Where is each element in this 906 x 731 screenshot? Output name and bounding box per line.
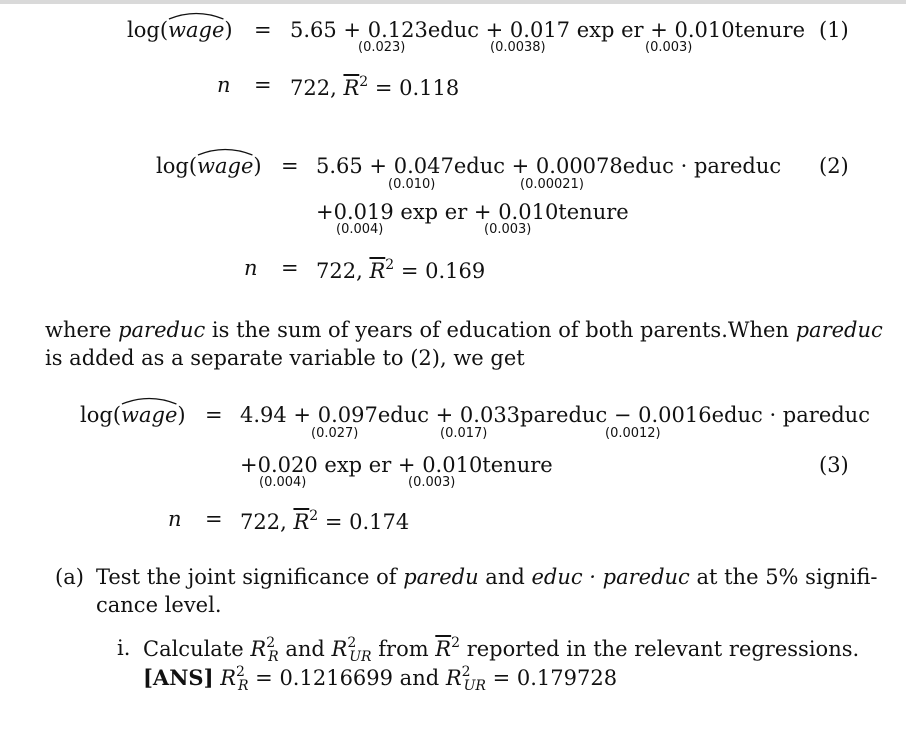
eq2-wage-hat [197,156,253,177]
eq2-se-inter: (0.00021) [520,177,584,192]
answer-r-restricted: R [220,666,237,690]
question-a-text3: at the 5% signifi- [689,565,878,589]
answer-value-2: = 0.179728 [485,666,618,690]
eq2-n-value: 722, [316,259,363,283]
question-i-r2-sub: UR [349,649,372,665]
eq1-r-symbol: $\overline{R}$ [343,76,360,100]
answer-r-unrestricted: R [445,666,462,690]
question-i-text2: and [278,637,332,661]
eq2-se-tenure: (0.003) [484,222,532,237]
eq3-n-value: 722, [240,510,287,534]
eq3-number: (3) [819,453,849,477]
eq2-equals: = [281,154,299,178]
eq2-number: (2) [819,154,849,178]
question-a-line1 [96,563,877,591]
eq1-se-educ: (0.023) [358,40,406,55]
question-i-r3-sup: 2 [451,635,461,651]
eq1-se-tenure: (0.003) [645,40,693,55]
eq1-n-equals: = [254,73,272,97]
eq2-r-symbol: $\overline{R}$ [369,259,386,283]
eq3-se-exper: (0.004) [259,475,307,490]
eq1-log: log [127,18,160,42]
wide-hat-icon [168,10,224,20]
eq3-equals: = [205,403,223,427]
paragraph-var-pareduc: pareduc [118,318,206,342]
question-i-line1 [143,634,859,667]
eq1-rhs: 5.65 + 0.123educ + 0.017 exp er + 0.010tenure [290,18,806,42]
question-a-label: (a) [55,565,84,589]
question-i-text3: from [371,637,436,661]
eq2-r-value: = 0.169 [400,259,486,283]
eq2-se-educ: (0.010) [388,177,436,192]
paragraph-var-pareduc-2: pareduc [795,318,883,342]
question-a-var-interaction: educ · pareduc [531,565,690,589]
eq3-n-label: n [168,507,182,531]
eq1-wage-hat [168,20,224,41]
answer-r1-sub: R [237,678,249,694]
eq1-r-sup: 2 [359,74,369,90]
eq1-wage: wage [168,18,225,42]
eq1-n-rsq [290,75,459,99]
question-i-r-unrestricted: R [331,637,348,661]
eq1-number: (1) [819,18,849,42]
eq3-lhs: log( wage) [80,405,186,426]
eq3-wage: wage [121,403,178,427]
eq3-se-pareduc: (0.017) [440,426,488,441]
answer-r1-sup: 2 [236,664,245,680]
question-a-text1: Test the joint significance of [96,565,404,589]
eq3-n-equals: = [205,507,223,531]
eq3-line2: +0.020 exp er + 0.010tenure [240,453,553,477]
eq1-se-exper: (0.0038) [490,40,546,55]
eq3-r-value: = 0.174 [324,510,410,534]
eq3-se-educ: (0.027) [311,426,359,441]
answer-r2-sub: UR [463,678,486,694]
question-i-r1-sub: R [268,649,279,665]
eq1-n-value: 722, [290,76,337,100]
answer-label: [ANS] [143,665,214,690]
eq2-n-label: n [244,256,258,280]
answer-value-1: = 0.1216699 and [248,666,446,690]
eq3-r-sup: 2 [309,508,319,524]
eq3-n-rsq [240,509,409,533]
wide-hat-icon [197,146,253,156]
eq3-log: log [80,403,113,427]
eq3-line1: 4.94 + 0.097educ + 0.033pareduc − 0.0016educ · pareduc [240,403,870,427]
eq3-se-tenure: (0.003) [408,475,456,490]
question-i-r1-sup: 2 [266,635,276,651]
paragraph-line1 [45,316,883,344]
eq2-n-rsq [316,258,485,282]
question-i-text1: Calculate [143,637,251,661]
eq3-wage-hat [121,405,177,426]
eq2-line2: +0.019 exp er + 0.010tenure [316,200,629,224]
eq2-line1: 5.65 + 0.047educ + 0.00078educ · pareduc [316,154,782,178]
eq1-lhs: log( wage) [127,20,233,41]
eq1-r-value: = 0.118 [374,76,460,100]
eq2-se-exper: (0.004) [336,222,384,237]
answer-r2-sup: 2 [461,664,471,680]
paragraph-text-b: is the sum of years of education of both parents.When [205,318,796,342]
eq2-log: log [156,154,189,178]
eq3-r-symbol: $\overline{R}$ [293,510,310,534]
question-a-line2: cance level. [96,593,222,617]
question-a-text2: and [478,565,532,589]
eq1-n-label: n [217,73,231,97]
question-i-label: i. [117,636,131,660]
eq3-se-inter: (0.0012) [605,426,661,441]
question-i-r-adjusted: $\overline{R}$ [435,637,452,661]
top-divider [0,0,906,4]
paragraph-text-a: where [45,318,119,342]
eq2-n-equals: = [281,256,299,280]
wide-hat-icon [121,395,177,405]
question-i-r-restricted: R [250,637,267,661]
question-a-var-paredu: paredu [403,565,479,589]
question-i-r2-sup: 2 [347,635,357,651]
eq1-equals: = [254,18,272,42]
eq2-lhs: log( wage) [156,156,262,177]
eq2-r-sup: 2 [385,257,395,273]
paragraph-line2: is added as a separate variable to (2), we get [45,346,525,370]
eq2-wage: wage [197,154,254,178]
question-i-text4: reported in the relevant regressions. [460,637,860,661]
question-i-answer [143,663,617,696]
